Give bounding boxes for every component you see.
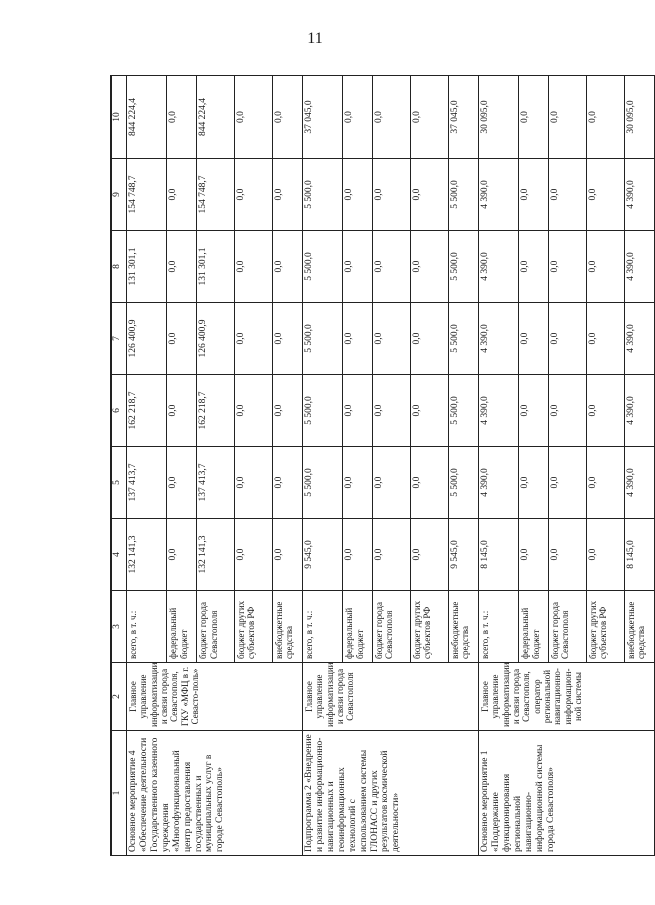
table-row [478, 76, 518, 856]
year-value-cell: 0,0 [343, 231, 373, 303]
total-value-cell: 0,0 [343, 76, 373, 159]
year-value-cell: 0,0 [167, 303, 197, 375]
total-value-cell: 0,0 [549, 76, 587, 159]
year-value-cell: 4 390,0 [624, 159, 654, 231]
year-value-cell: 0,0 [586, 447, 624, 519]
year-value-cell: 0,0 [586, 303, 624, 375]
year-value-cell: 4 390,0 [478, 159, 518, 231]
year-value-cell: 0,0 [373, 159, 411, 231]
funding-source-cell: всего, в т. ч.: [302, 591, 342, 663]
year-value-cell: 4 390,0 [478, 375, 518, 447]
year-value-cell: 0,0 [234, 231, 272, 303]
year-value-cell: 0,0 [519, 231, 549, 303]
year-value-cell: 0,0 [343, 159, 373, 231]
year-value-cell: 0,0 [167, 375, 197, 447]
year-value-cell: 0,0 [519, 159, 549, 231]
year-value-cell: 5 500,0 [302, 375, 342, 447]
year-value-cell: 5 500,0 [302, 447, 342, 519]
year-value-cell: 0,0 [373, 231, 411, 303]
year-value-cell: 0,0 [167, 159, 197, 231]
year-value-cell: 4 390,0 [624, 375, 654, 447]
year-value-cell: 5 500,0 [302, 231, 342, 303]
event-name-cell: Основное мероприятие 1 «Поддержание функционирования региональной навигационно-информационной системы города Севастополя» [478, 731, 654, 856]
year-value-cell: 5 500,0 [448, 159, 478, 231]
year-value-cell: 0,0 [519, 519, 549, 591]
year-value-cell: 0,0 [167, 447, 197, 519]
year-value-cell: 0,0 [586, 159, 624, 231]
year-value-cell: 5 500,0 [302, 159, 342, 231]
year-value-cell: 0,0 [234, 159, 272, 231]
year-value-cell: 0,0 [549, 159, 587, 231]
column-header: 3 [112, 591, 127, 663]
total-value-cell: 0,0 [167, 76, 197, 159]
year-value-cell: 5 500,0 [448, 375, 478, 447]
year-value-cell: 0,0 [519, 303, 549, 375]
funding-source-cell: всего, в т. ч.: [478, 591, 518, 663]
year-value-cell: 0,0 [519, 447, 549, 519]
year-value-cell: 4 390,0 [478, 231, 518, 303]
total-value-cell: 844 224,4 [197, 76, 235, 159]
year-value-cell: 137 413,7 [127, 447, 167, 519]
column-number-row [112, 76, 127, 856]
year-value-cell: 162 218,7 [197, 375, 235, 447]
year-value-cell: 154 748,7 [127, 159, 167, 231]
column-header: 10 [112, 76, 127, 159]
event-name-cell: Подпрограмма 2 «Внедрение и развитие информационно-навигационных и геоинформационных технологий с использованием системы ГЛОНАСС и других результатов космической деятельности» [302, 731, 478, 856]
column-header: 8 [112, 231, 127, 303]
year-value-cell: 5 500,0 [448, 303, 478, 375]
year-value-cell: 0,0 [410, 303, 448, 375]
year-value-cell: 0,0 [586, 375, 624, 447]
year-value-cell: 0,0 [272, 375, 302, 447]
rotated-table-content [111, 76, 655, 856]
responsible-executor-cell: Главное управление информатизации и связи города Севастополя, оператор региональной навигационно-информацион-ной системы [478, 663, 654, 731]
responsible-executor-cell: Главное управление информатизации и связи города Севастополя, ГКУ «МФЦ в г. Севасто-поль» [127, 663, 303, 731]
year-value-cell: 0,0 [549, 231, 587, 303]
budget-table [111, 75, 655, 856]
funding-source-cell: внебюджетные средства [624, 591, 654, 663]
year-value-cell: 0,0 [519, 375, 549, 447]
year-value-cell: 0,0 [343, 375, 373, 447]
column-header: 7 [112, 303, 127, 375]
year-value-cell: 137 413,7 [197, 447, 235, 519]
total-value-cell: 844 224,4 [127, 76, 167, 159]
year-value-cell: 0,0 [373, 303, 411, 375]
funding-source-cell: федеральный бюджет [167, 591, 197, 663]
year-value-cell: 4 390,0 [624, 447, 654, 519]
year-value-cell: 0,0 [343, 303, 373, 375]
funding-source-cell: бюджет других субъектов РФ [234, 591, 272, 663]
year-value-cell: 0,0 [373, 447, 411, 519]
year-value-cell: 0,0 [272, 231, 302, 303]
event-name-cell: Основное мероприятие 4 «Обеспечение деятельности Государственного казенного учреждения «Многофункциональный центр предоставления государственных и муниципальных услуг в городе Севастополь» [127, 731, 303, 856]
year-value-cell: 4 390,0 [624, 231, 654, 303]
funding-source-cell: бюджет города Севастополя [549, 591, 587, 663]
year-value-cell: 9 545,0 [448, 519, 478, 591]
year-value-cell: 126 400,9 [197, 303, 235, 375]
year-value-cell: 0,0 [549, 447, 587, 519]
year-value-cell: 0,0 [410, 447, 448, 519]
year-value-cell: 154 748,7 [197, 159, 235, 231]
year-value-cell: 0,0 [410, 159, 448, 231]
year-value-cell: 162 218,7 [127, 375, 167, 447]
year-value-cell: 0,0 [234, 519, 272, 591]
year-value-cell: 4 390,0 [478, 303, 518, 375]
year-value-cell: 0,0 [373, 519, 411, 591]
total-value-cell: 30 095,0 [624, 76, 654, 159]
year-value-cell: 0,0 [272, 159, 302, 231]
funding-source-cell: внебюджетные средства [448, 591, 478, 663]
year-value-cell: 0,0 [234, 447, 272, 519]
funding-source-cell: бюджет города Севастополя [197, 591, 235, 663]
total-value-cell: 0,0 [519, 76, 549, 159]
funding-source-cell: бюджет других субъектов РФ [410, 591, 448, 663]
year-value-cell: 0,0 [410, 231, 448, 303]
year-value-cell: 8 145,0 [624, 519, 654, 591]
year-value-cell: 0,0 [373, 375, 411, 447]
column-header: 1 [112, 731, 127, 856]
year-value-cell: 0,0 [234, 303, 272, 375]
year-value-cell: 5 500,0 [302, 303, 342, 375]
funding-source-cell: внебюджетные средства [272, 591, 302, 663]
total-value-cell: 37 045,0 [302, 76, 342, 159]
year-value-cell: 0,0 [586, 519, 624, 591]
column-header: 5 [112, 447, 127, 519]
funding-source-cell: федеральный бюджет [519, 591, 549, 663]
year-value-cell: 131 301,1 [127, 231, 167, 303]
funding-source-cell: бюджет города Севастополя [373, 591, 411, 663]
column-header: 2 [112, 663, 127, 731]
year-value-cell: 5 500,0 [448, 231, 478, 303]
year-value-cell: 4 390,0 [478, 447, 518, 519]
year-value-cell: 132 141,3 [127, 519, 167, 591]
year-value-cell: 0,0 [343, 447, 373, 519]
year-value-cell: 0,0 [549, 303, 587, 375]
year-value-cell: 0,0 [586, 231, 624, 303]
year-value-cell: 8 145,0 [478, 519, 518, 591]
funding-source-cell: всего, в т. ч.: [127, 591, 167, 663]
year-value-cell: 0,0 [167, 519, 197, 591]
year-value-cell: 132 141,3 [197, 519, 235, 591]
year-value-cell: 0,0 [272, 519, 302, 591]
column-header: 9 [112, 159, 127, 231]
funding-source-cell: федеральный бюджет [343, 591, 373, 663]
year-value-cell: 0,0 [410, 519, 448, 591]
year-value-cell: 0,0 [410, 375, 448, 447]
total-value-cell: 0,0 [586, 76, 624, 159]
year-value-cell: 4 390,0 [624, 303, 654, 375]
year-value-cell: 0,0 [549, 519, 587, 591]
table-row [127, 76, 167, 856]
rotated-table-frame [110, 75, 655, 856]
table-body [127, 76, 655, 856]
year-value-cell: 0,0 [272, 447, 302, 519]
total-value-cell: 0,0 [234, 76, 272, 159]
page-number: 11 [307, 30, 323, 47]
year-value-cell: 126 400,9 [127, 303, 167, 375]
year-value-cell: 131 301,1 [197, 231, 235, 303]
total-value-cell: 0,0 [373, 76, 411, 159]
column-header: 6 [112, 375, 127, 447]
column-header: 4 [112, 519, 127, 591]
total-value-cell: 0,0 [410, 76, 448, 159]
year-value-cell: 5 500,0 [448, 447, 478, 519]
year-value-cell: 9 545,0 [302, 519, 342, 591]
total-value-cell: 30 095,0 [478, 76, 518, 159]
total-value-cell: 0,0 [272, 76, 302, 159]
year-value-cell: 0,0 [234, 375, 272, 447]
year-value-cell: 0,0 [167, 231, 197, 303]
funding-source-cell: бюджет других субъектов РФ [586, 591, 624, 663]
year-value-cell: 0,0 [549, 375, 587, 447]
table-row [302, 76, 342, 856]
year-value-cell: 0,0 [272, 303, 302, 375]
total-value-cell: 37 045,0 [448, 76, 478, 159]
responsible-executor-cell: Главное управление информатизации и связи города Севастополя [302, 663, 478, 731]
year-value-cell: 0,0 [343, 519, 373, 591]
